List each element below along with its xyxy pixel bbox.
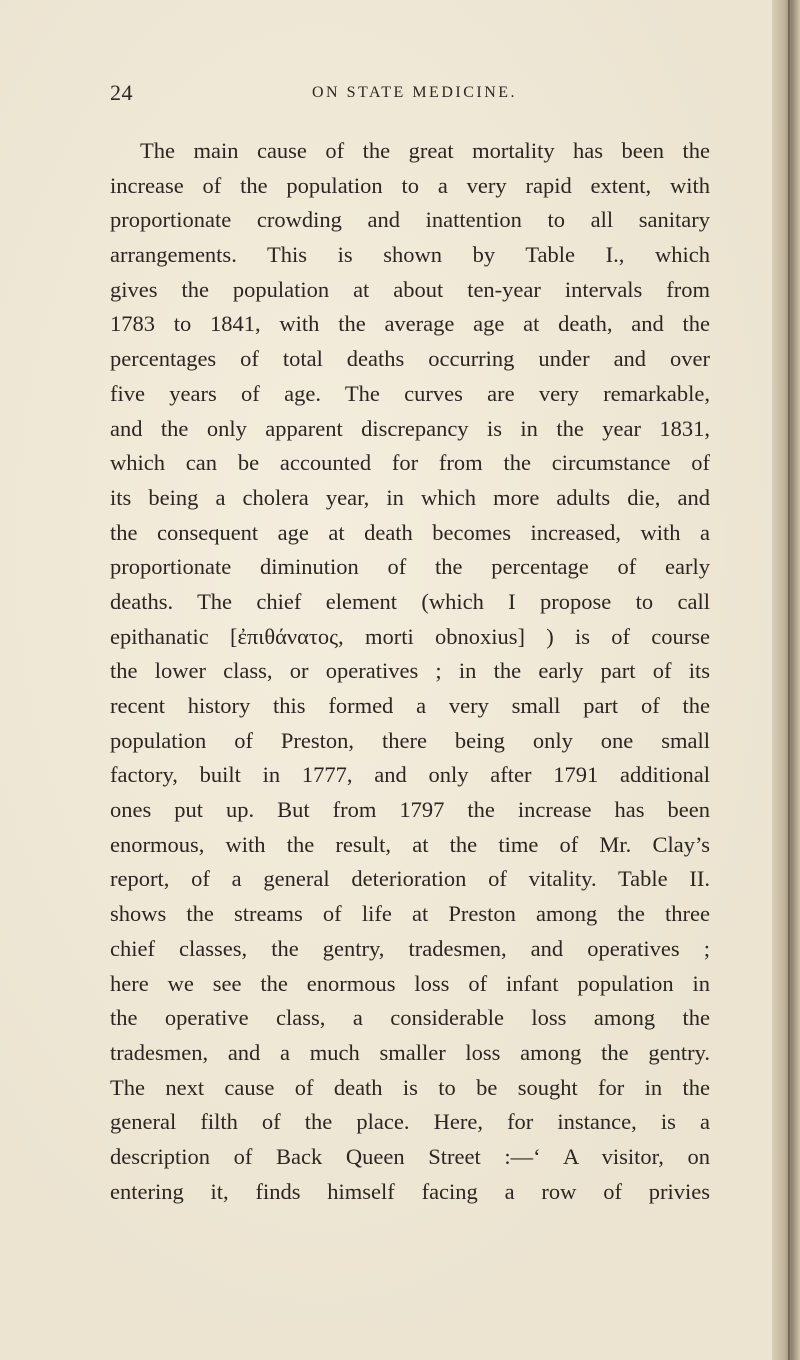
text-line: increase of the population to a very rapid extent, with xyxy=(110,172,710,198)
page-header xyxy=(110,80,710,104)
text-line: The next cause of death is to be sought for in the xyxy=(110,1074,710,1100)
text-line: here we see the enormous loss of infant population in xyxy=(110,970,710,996)
text-line: general filth of the place. Here, for instance, is a xyxy=(110,1109,710,1135)
text-line: arrangements. This is shown by Table I., which xyxy=(110,242,710,268)
text-line: gives the population at about ten-year intervals from xyxy=(110,276,710,302)
body-paragraph xyxy=(110,134,710,1209)
text-line: population of Preston, there being only one small xyxy=(110,727,710,753)
text-line: five years of age. The curves are very remarkable, xyxy=(110,380,710,406)
text-line: factory, built in 1777, and only after 1791 additional xyxy=(110,762,710,788)
text-line: epithanatic [ἐπιθάνατος, morti obnoxius] ) is of course xyxy=(110,623,710,649)
text-line: the lower class, or operatives ; in the early part of its xyxy=(110,658,710,684)
text-line: which can be accounted for from the circumstance of xyxy=(110,450,710,476)
text-line: entering it, finds himself facing a row of privies xyxy=(110,1178,710,1204)
text-line: The main cause of the great mortality has been the xyxy=(140,138,710,163)
text-line: proportionate crowding and inattention to all sanitary xyxy=(110,207,710,233)
running-head: ON STATE MEDICINE. xyxy=(312,84,518,101)
text-line: ones put up. But from 1797 the increase has been xyxy=(110,797,710,823)
text-line: percentages of total deaths occurring under and over xyxy=(110,346,710,372)
text-line: chief classes, the gentry, tradesmen, and operatives ; xyxy=(110,935,710,961)
text-line: deaths. The chief element (which I propose to call xyxy=(110,588,710,614)
text-line: the consequent age at death becomes increased, with a xyxy=(110,519,710,545)
text-line: the operative class, a considerable loss among the xyxy=(110,1005,710,1031)
text-line: proportionate diminution of the percentage of early xyxy=(110,554,710,580)
text-line: tradesmen, and a much smaller loss among the gentry. xyxy=(110,1039,710,1065)
page-edge-shadow xyxy=(772,0,800,1360)
text-line: description of Back Queen Street :—‘ A visitor, on xyxy=(110,1143,710,1169)
text-line: its being a cholera year, in which more adults die, and xyxy=(110,484,710,510)
text-line: shows the streams of life at Preston among the three xyxy=(110,901,710,927)
text-line: and the only apparent discrepancy is in the year 1831, xyxy=(110,415,710,441)
binding-line xyxy=(788,0,790,1360)
text-line: enormous, with the result, at the time of Mr. Clay’s xyxy=(110,831,710,857)
text-line: recent history this formed a very small part of the xyxy=(110,693,710,718)
page-number: 24 xyxy=(110,80,133,105)
text-line: 1783 to 1841, with the average age at death, and the xyxy=(110,311,710,337)
text-line: report, of a general deterioration of vitality. Table II. xyxy=(110,866,710,892)
